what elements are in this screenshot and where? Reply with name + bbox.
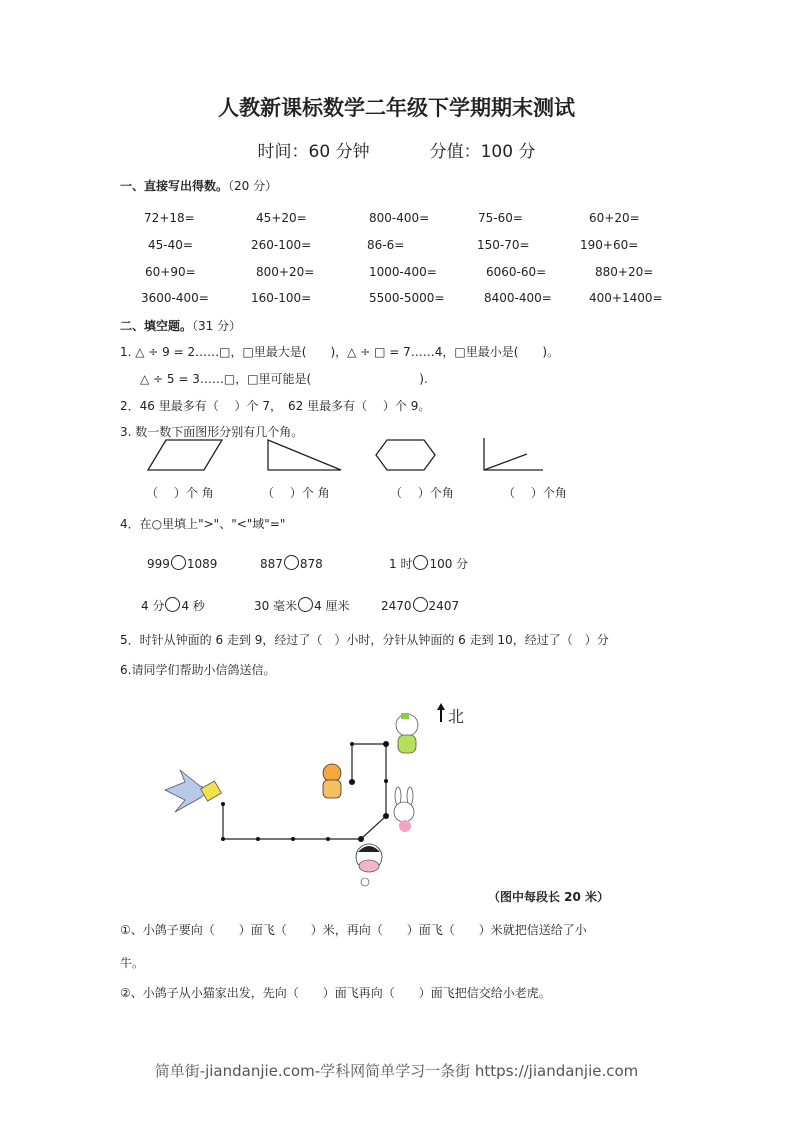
route-map [221,741,389,842]
comparison-item [141,597,205,614]
right-value: 4 秒 [181,599,205,613]
hexagon-shape [376,440,435,470]
right-value: 878 [299,557,323,571]
comparison-item [389,555,468,572]
answer-circle[interactable] [171,555,186,570]
arithmetic-item: 190+60= [580,238,639,252]
angle-answer: （ ）个角 [390,486,454,500]
comparison-item [260,555,323,572]
tiger-icon [323,764,341,798]
pigeon-icon [165,770,221,812]
arithmetic-item: 400+1400= [589,291,663,305]
section1-heading: 一、直接写出得数。（20 分） [120,179,278,193]
cat-icon [396,713,418,753]
comparison-item [254,597,350,614]
right-value: 4 厘米 [314,599,350,613]
arithmetic-item: 5500-5000= [369,291,445,305]
left-value: 2470 [381,599,412,613]
arithmetic-item: 1000-400= [369,265,437,279]
answer-circle[interactable] [413,555,428,570]
score-label: 分值：100 分 [429,142,536,162]
arithmetic-item: 150-70= [477,238,530,252]
arithmetic-item: 72+18= [144,211,195,225]
angle-shape [484,438,543,470]
left-value: 30 毫米 [254,599,298,613]
time-label: 时间：60 分钟 [257,142,370,162]
question-4: 4．在○里填上">"、"<"域"=" [120,517,286,531]
question-6a-line2: 牛。 [120,956,145,970]
question-5: 5．时针从钟面的 6 走到 9，经过了（ ）小时，分针从钟面的 6 走到 10，经过了（ ）分 [120,633,609,647]
right-triangle-shape [268,440,341,470]
question-3: 3. 数一数下面图形分别有几个角。 [120,425,304,439]
arithmetic-item: 800+20= [256,265,315,279]
section2-heading: 二、填空题。（31 分） [120,319,242,333]
arithmetic-item: 45+20= [256,211,307,225]
arithmetic-item: 880+20= [595,265,654,279]
comparison-item [381,597,459,614]
parallelogram-shape [148,440,222,470]
left-value: 4 分 [141,599,165,613]
arithmetic-item: 6060-60= [486,265,547,279]
arithmetic-item: 3600-400= [141,291,209,305]
answer-circle[interactable] [284,555,299,570]
angle-answer: （ ）个 角 [146,486,214,500]
answer-circle[interactable] [298,597,313,612]
question-6a-line1: ①、小鸽子要向（ ）面飞（ ）米，再向（ ）面飞（ ）米就把信送给了小 [120,923,587,937]
answer-circle[interactable] [165,597,180,612]
rabbit-icon [394,787,414,832]
comparison-item [147,555,217,572]
angle-answer: （ ）个角 [503,486,567,500]
question-6b: ②、小鸽子从小猫家出发，先向（ ）面飞再向（ ）面飞把信交给小老虎。 [120,986,551,1000]
page-title: 人教新课标数学二年级下学期期末测试 [218,96,575,120]
arithmetic-item: 45-40= [148,238,193,252]
north-label: 北 [448,707,465,726]
left-value: 887 [260,557,283,571]
answer-circle[interactable] [413,597,428,612]
arithmetic-item: 60+20= [589,211,640,225]
angle-answer: （ ）个 角 [262,486,330,500]
arithmetic-item: 800-400= [369,211,430,225]
cow-icon [356,844,382,886]
left-value: 1 时 [389,557,413,571]
arithmetic-item: 260-100= [251,238,312,252]
arithmetic-item: 86-6= [367,238,405,252]
question-6: 6.请同学们帮助小信鸽送信。 [120,663,276,677]
question-2: 2．46 里最多有（ ）个 7， 62 里最多有（ ）个 9。 [120,399,431,413]
north-arrow-icon [437,703,445,722]
right-value: 100 分 [429,557,469,571]
arithmetic-item: 8400-400= [484,291,552,305]
question-1a: 1. △ ÷ 9 = 2……□，□里最大是( )，△ ÷ □ = 7……4，□里最小是( )。 [120,345,560,359]
left-value: 999 [147,557,170,571]
arithmetic-item: 75-60= [478,211,523,225]
right-value: 2407 [428,599,460,613]
question-1b: △ ÷ 5 = 3……□，□里可能是( ). [140,372,428,386]
arithmetic-item: 60+90= [145,265,196,279]
map-note: （图中每段长 20 米） [488,890,610,904]
arithmetic-item: 160-100= [251,291,312,305]
right-value: 1089 [186,557,218,571]
footer-watermark: 简单街-jiandanjie.com-学科网简单学习一条街 https://jiandanjie.com [154,1062,639,1080]
